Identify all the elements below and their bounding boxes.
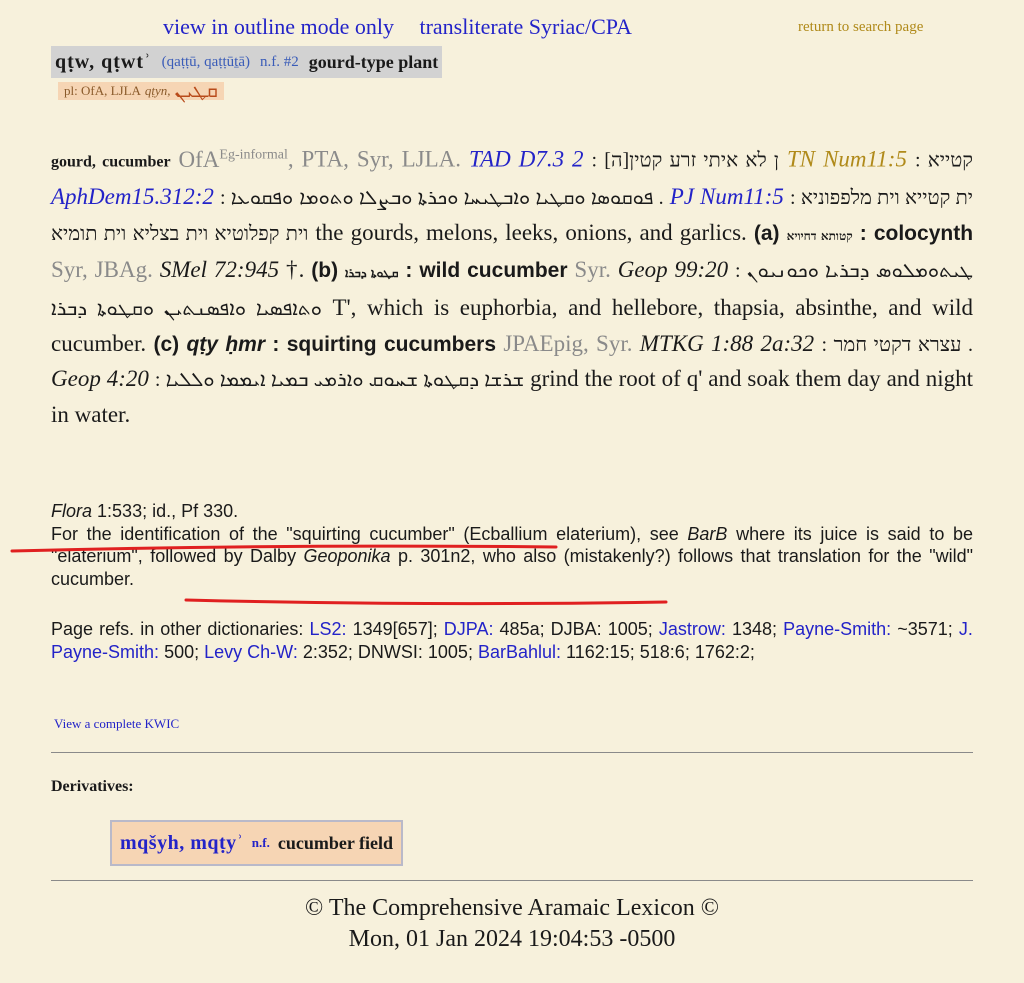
dict-link-ls2[interactable]: LS2:: [309, 619, 347, 639]
subsense-label: (c): [153, 332, 180, 356]
divider: [51, 880, 973, 881]
subsense-dialects: Syr.: [574, 257, 611, 283]
translation: the gourds, melons, leeks, onions, and garlics.: [315, 219, 747, 245]
citation-ref[interactable]: Geop 99:20: [617, 257, 729, 283]
transliterate-link[interactable]: transliterate Syriac/CPA: [419, 14, 632, 39]
sense-gloss: gourd, cucumber: [51, 153, 171, 171]
dialect-main: OfA$^{Eg-informal}$: [178, 146, 288, 172]
derivatives-label: Derivatives:: [51, 778, 134, 795]
entry-body: [51, 138, 973, 432]
citation-ref[interactable]: Geop 4:20: [51, 366, 149, 392]
subsense-translit: qṭy ḥmr: [186, 332, 266, 356]
dict-link-levy[interactable]: Levy Ch-W:: [204, 641, 298, 662]
citation-text: : קטייא: [914, 149, 974, 172]
subsense-gloss: : squirting cucumbers: [272, 332, 496, 356]
dict-link-barbahlul[interactable]: BarBahlul:: [477, 641, 562, 662]
headword-box: [51, 46, 442, 78]
divider: [51, 752, 973, 753]
citation-ref[interactable]: TAD D7.3 2: [469, 146, 584, 172]
headword-vocalization: (qaṭṭū, qaṭṭūṯā): [161, 53, 250, 70]
notes-section: [51, 500, 973, 590]
dict-link-jastrow[interactable]: Jastrow:: [658, 619, 726, 639]
dialect-sup: Eg-informal: [219, 147, 288, 162]
plural-syriac: ܩܛܝܢ: [174, 79, 218, 102]
headword-lemma: qṭw, qṭwtʾ: [55, 50, 152, 73]
dict-link-payne-smith[interactable]: Payne-Smith:: [783, 619, 892, 639]
flora-note: Flora 1:533; id., Pf 330.: [51, 501, 239, 521]
citation-text: : עצרא דקטי חמר .: [821, 333, 974, 356]
dict-link-j-payne-smith[interactable]: J. Payne-Smith:: [51, 619, 973, 662]
kwic-link[interactable]: View a complete KWIC: [54, 716, 180, 731]
translation: grind the root of q' and soak them day and night in water.: [51, 366, 973, 427]
copyright: © The Comprehensive Aramaic Lexicon ©: [305, 895, 719, 921]
page-refs: Page refs. in other dictionaries: LS2: 1349[657]; DJPA: 485a; DJBA: 1005; Jastrow: 1348; Payne-Smith: ~3571; J. Payne-Smith: 500; Levy Ch-W: 2:352; DNWSI: 1005; BarBahlul: 1162:15; 518:6; 1762:2;: [51, 619, 973, 662]
derivative-item[interactable]: [110, 820, 403, 866]
subsense-dialects: Syr, JBAg.: [51, 257, 153, 283]
subsense-hebrew: קטותא דחיויא: [786, 228, 853, 243]
citation-text: : ܦܘܩܘܣܐ ܘܩܛܝܐ ܘܐܒܛܝܚܐ ܘܟܪܬܐ ܘܒܨܠܐ ܘܬܘܡܐ: [219, 187, 654, 210]
translation: T', which is euphorbia, and hellebore, thapsia, absinthe, and wild cucumber.: [51, 295, 973, 356]
plural-forms-box: [58, 79, 224, 102]
identification-note: For the identification of the "squirting cucumber" (Ecballium elaterium), see BarB where its juice is said to be "elaterium", followed by Dalby Geoponika p. 301n2, who also (mistakenly?) follows that translation for the "wild" cucumber.: [51, 523, 973, 589]
dict-link-djpa[interactable]: DJPA:: [443, 619, 494, 639]
citation-ref[interactable]: TN Num11:5: [786, 146, 907, 172]
timestamp: Mon, 01 Jan 2024 19:04:53 -0500: [348, 926, 676, 952]
subsense-dialects: JPAEpig, Syr.: [503, 330, 633, 356]
citation-mark: †.: [285, 257, 305, 283]
citation-ref[interactable]: PJ Num11:5: [669, 184, 784, 210]
subsense-gloss: : wild cucumber: [405, 259, 568, 283]
subsense-gloss: : colocynth: [859, 221, 974, 245]
plural-label: pl: OfA, LJLA: [64, 83, 141, 98]
plural-form: qṭyn,: [144, 83, 171, 98]
outline-mode-link[interactable]: view in outline mode only: [163, 14, 394, 39]
citation-ref[interactable]: AphDem15.312:2: [51, 184, 214, 210]
dialects-rest: , PTA, Syr, LJLA.: [287, 146, 462, 172]
citation-ref[interactable]: SMel 72:945: [159, 257, 280, 283]
top-nav: [163, 14, 652, 40]
citation-text: ܘܦܩܘܥܐ .: [230, 187, 664, 210]
return-to-search-link[interactable]: return to search page: [798, 19, 924, 35]
citation-text: : ܛܝܬܘܡܠܘܣ ܕܒܪܝܐ ܘܟܘܢܝܘܢ ܘܬܐܦܣܝܐ ܘܐܦܣܢܬܝܢ ܘܩܛܘܬܐ ܕܒܪܐ: [51, 260, 974, 321]
citation-text: : ית קטייא וית מלפפוניא וית קפלוטיא וית בצליא וית תומיא: [51, 187, 974, 245]
headword-gloss: gourd-type plant: [308, 51, 439, 72]
citation-text: : [ה]ן לא איתי זרע קטין: [591, 149, 779, 172]
derivative-lemma[interactable]: mqšyh, mqṭyʾ: [120, 831, 244, 854]
subsense-syriac: ܩܛܘܬܐ ܕܒܪܐ: [345, 266, 399, 281]
derivative-gloss: cucumber field: [277, 832, 394, 853]
red-underline-2: [186, 600, 666, 604]
footer: [0, 893, 1024, 955]
citation-ref[interactable]: MTKG 1:88 2a:32: [639, 330, 815, 356]
headword-pos: n.f. #2: [259, 53, 299, 70]
subsense-label: (a): [753, 221, 780, 245]
derivative-pos: n.f.: [251, 835, 270, 850]
subsense-label: (b): [311, 259, 339, 283]
citation-text: : ܫܪܫܐ ܕܩܛܘܬܐ ܫܚܘܩ ܘܐܪܡܝ ܒܡܝܐ ܐܝܡܡܐ ܘܠܠܝܐ: [154, 369, 525, 392]
